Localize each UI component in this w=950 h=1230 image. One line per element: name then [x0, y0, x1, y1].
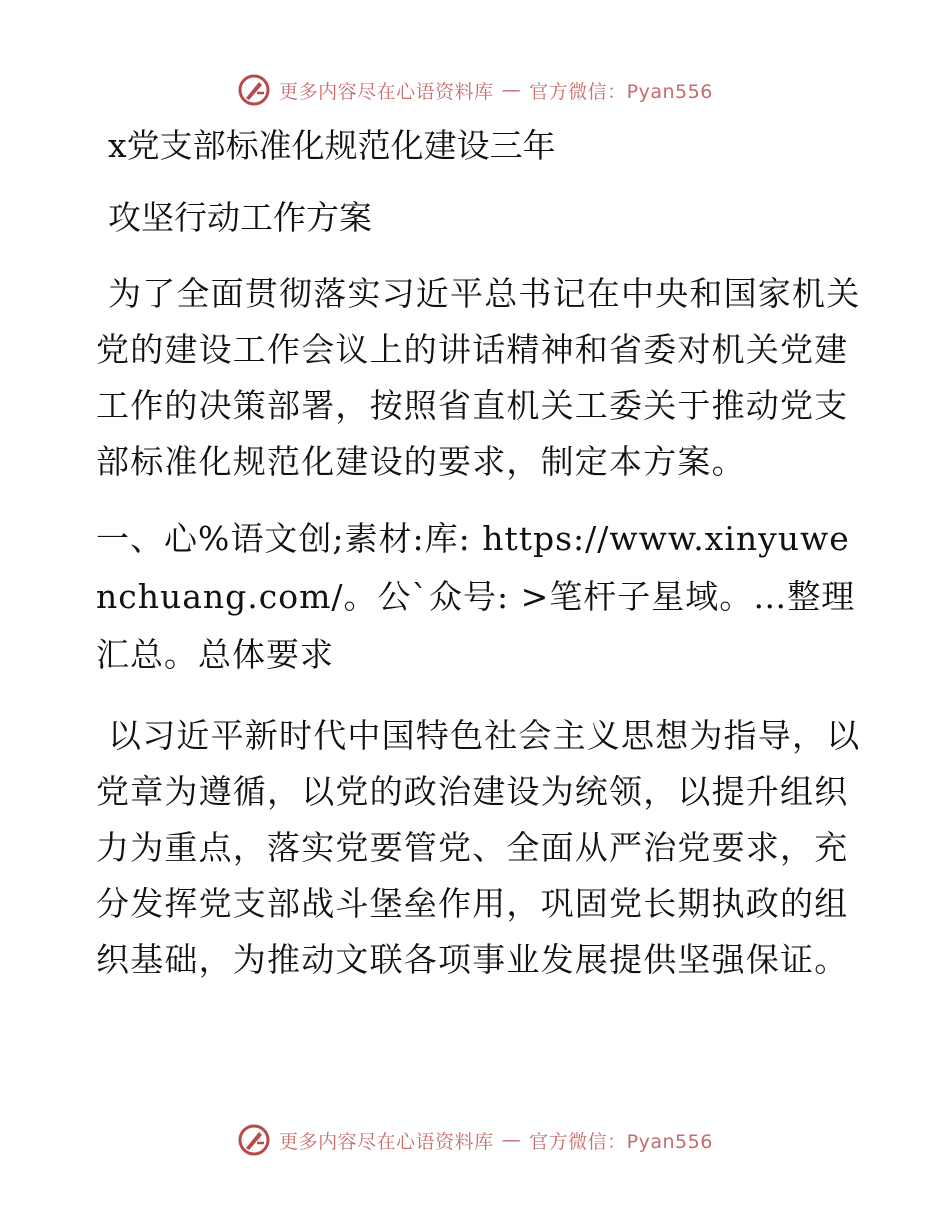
banner-main-text: 更多内容尽在心语资料库 [279, 80, 494, 103]
section-1-heading [96, 510, 866, 684]
banner-separator: — [501, 79, 522, 101]
document-title-line-2: 攻坚行动工作方案 [108, 198, 372, 237]
section-1-heading-text: 一、心%语文创;素材:库: https://www.xinyuwenchuang.com/。公`众号: >笔杆子星域。…整理汇总。总体要求 [96, 519, 856, 674]
banner-wechat-text: 官方微信：Pyan556 [529, 80, 713, 103]
section-1-body [96, 708, 866, 988]
header-banner [0, 70, 950, 110]
document-title-line-1: x党支部标准化规范化建设三年 [108, 126, 556, 165]
quill-circle-logo-icon [237, 1123, 271, 1157]
footer-banner [0, 1120, 950, 1160]
intro-paragraph [96, 266, 866, 490]
footer-main-text: 更多内容尽在心语资料库 [279, 1130, 494, 1153]
quill-circle-logo-icon [237, 73, 271, 107]
footer-wechat-text: 官方微信：Pyan556 [529, 1130, 713, 1153]
footer-separator: — [501, 1129, 522, 1151]
document-body [96, 122, 866, 988]
section-1-body-text: 以习近平新时代中国特色社会主义思想为指导，以党章为遵循，以党的政治建设为统领，以提升组织力为重点，落实党要管党、全面从严治党要求，充分发挥党支部战斗堡垒作用，巩固党长期执政的组织基础，为推动文联各项事业发展提供坚强保证。 [96, 716, 861, 979]
intro-text: 为了全面贯彻落实习近平总书记在中央和国家机关党的建设工作会议上的讲话精神和省委对机关党建工作的决策部署，按照省直机关工委关于推动党支部标准化规范化建设的要求，制定本方案。 [96, 274, 861, 481]
